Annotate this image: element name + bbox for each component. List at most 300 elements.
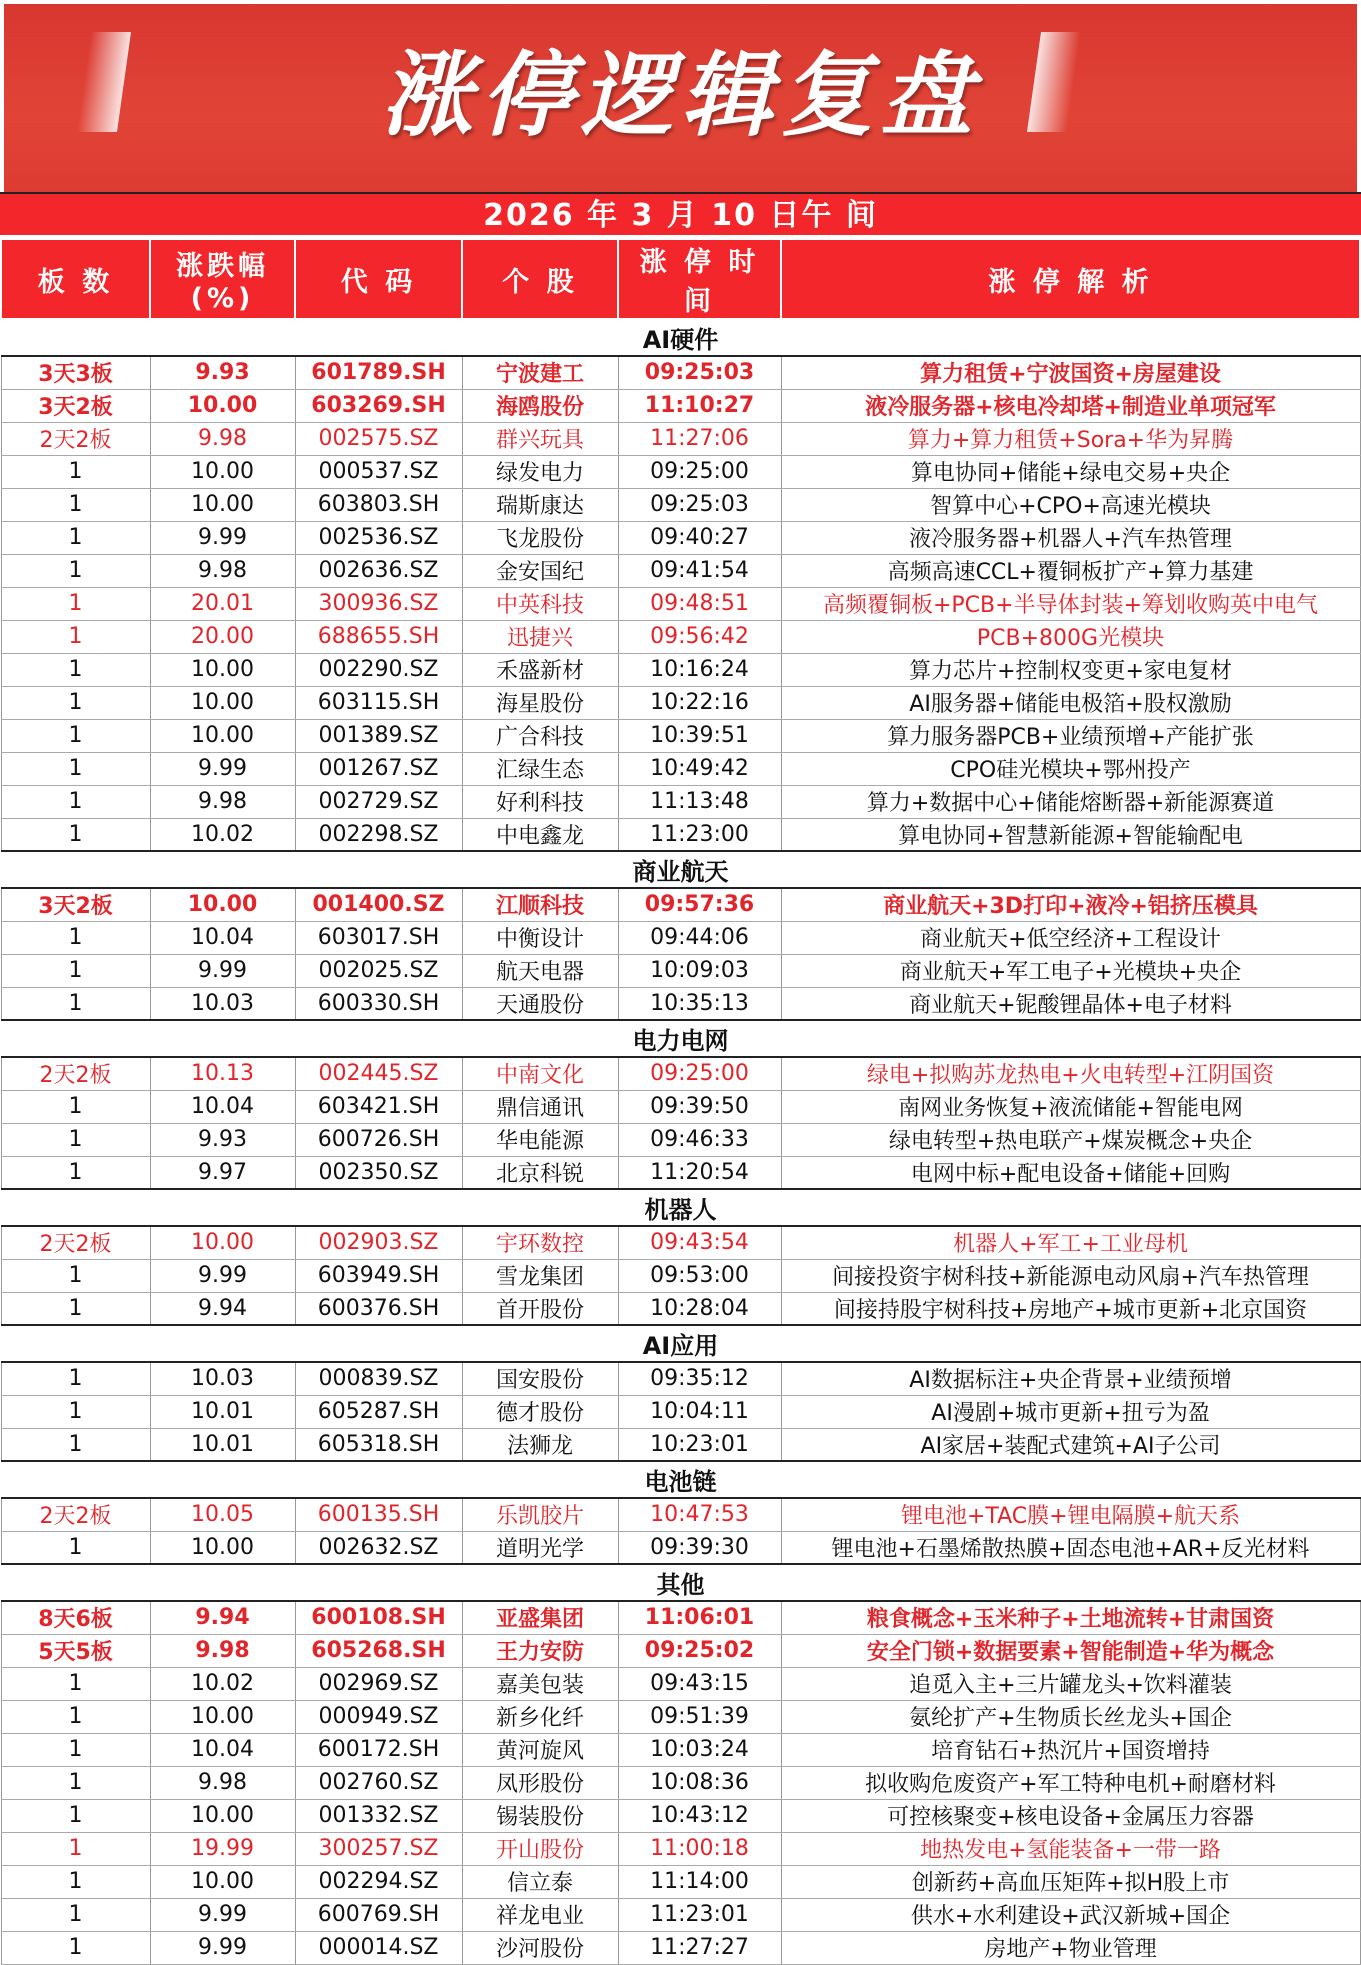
stock-name-cell: 航天电器 <box>462 954 618 987</box>
analysis-cell: 追觅入主+三片罐龙头+饮料灌装 <box>781 1667 1360 1700</box>
board-count-cell: 1 <box>1 587 150 620</box>
analysis-cell: AI漫剧+城市更新+扭亏为盈 <box>781 1395 1360 1428</box>
analysis-cell: 商业航天+3D打印+液冷+铝挤压模具 <box>781 888 1360 921</box>
stock-code-cell: 002729.SZ <box>295 785 462 818</box>
stock-name-cell: 凤形股份 <box>462 1766 618 1799</box>
board-count-cell: 1 <box>1 719 150 752</box>
board-count-cell: 1 <box>1 1531 150 1564</box>
board-count-cell: 1 <box>1 1931 150 1964</box>
board-count-cell: 1 <box>1 1259 150 1292</box>
analysis-cell: 液冷服务器+机器人+汽车热管理 <box>781 521 1360 554</box>
change-pct-cell: 10.03 <box>150 987 295 1020</box>
change-pct-cell: 10.00 <box>150 389 295 422</box>
table-row <box>1 1259 1360 1292</box>
board-count-cell: 3天2板 <box>1 389 150 422</box>
section-title: 电力电网 <box>1 1020 1360 1057</box>
change-pct-cell: 9.99 <box>150 954 295 987</box>
stock-name-cell: 江顺科技 <box>462 888 618 921</box>
stock-code-cell: 002969.SZ <box>295 1667 462 1700</box>
change-pct-cell: 10.00 <box>150 1865 295 1898</box>
stock-code-cell: 000949.SZ <box>295 1700 462 1733</box>
stock-code-cell: 002025.SZ <box>295 954 462 987</box>
board-count-cell: 1 <box>1 1292 150 1325</box>
analysis-cell: 可控核聚变+核电设备+金属压力容器 <box>781 1799 1360 1832</box>
stock-code-cell: 002298.SZ <box>295 818 462 851</box>
stock-code-cell: 603421.SH <box>295 1090 462 1123</box>
table-row <box>1 488 1360 521</box>
limit-time-cell: 09:48:51 <box>618 587 781 620</box>
change-pct-cell: 9.97 <box>150 1156 295 1189</box>
limit-time-cell: 11:27:06 <box>618 422 781 455</box>
limit-time-cell: 10:49:42 <box>618 752 781 785</box>
header-change-pct: 涨跌幅(%) <box>150 239 295 319</box>
change-pct-cell: 10.00 <box>150 686 295 719</box>
header-code: 代 码 <box>295 239 462 319</box>
change-pct-cell: 10.04 <box>150 1733 295 1766</box>
header-analysis: 涨 停 解 析 <box>781 239 1360 319</box>
limit-time-cell: 10:35:13 <box>618 987 781 1020</box>
board-count-cell: 1 <box>1 455 150 488</box>
section-row <box>1 1020 1360 1057</box>
stock-code-cell: 605318.SH <box>295 1428 462 1461</box>
table-row <box>1 1832 1360 1865</box>
limit-time-cell: 10:39:51 <box>618 719 781 752</box>
stock-name-cell: 飞龙股份 <box>462 521 618 554</box>
table-row <box>1 1733 1360 1766</box>
stock-code-cell: 000014.SZ <box>295 1931 462 1964</box>
board-count-cell: 1 <box>1 1428 150 1461</box>
analysis-cell: 高频高速CCL+覆铜板扩产+算力基建 <box>781 554 1360 587</box>
limit-time-cell: 09:44:06 <box>618 921 781 954</box>
change-pct-cell: 10.00 <box>150 1799 295 1832</box>
board-count-cell: 1 <box>1 1898 150 1931</box>
section-title: 电池链 <box>1 1461 1360 1498</box>
table-row <box>1 587 1360 620</box>
change-pct-cell: 9.99 <box>150 1898 295 1931</box>
limit-time-cell: 11:14:00 <box>618 1865 781 1898</box>
table-row <box>1 1428 1360 1461</box>
board-count-cell: 1 <box>1 921 150 954</box>
banner-title: 涨停逻辑复盘 <box>380 42 981 149</box>
table-row <box>1 1931 1360 1964</box>
change-pct-cell: 10.03 <box>150 1362 295 1395</box>
table-row <box>1 1156 1360 1189</box>
change-pct-cell: 9.98 <box>150 554 295 587</box>
board-count-cell: 1 <box>1 1123 150 1156</box>
section-row <box>1 1564 1360 1601</box>
stock-name-cell: 广合科技 <box>462 719 618 752</box>
board-count-cell: 1 <box>1 620 150 653</box>
stock-code-cell: 002632.SZ <box>295 1531 462 1564</box>
stock-name-cell: 鼎信通讯 <box>462 1090 618 1123</box>
stock-name-cell: 中衡设计 <box>462 921 618 954</box>
board-count-cell: 1 <box>1 954 150 987</box>
analysis-cell: 商业航天+低空经济+工程设计 <box>781 921 1360 954</box>
limit-time-cell: 11:20:54 <box>618 1156 781 1189</box>
analysis-cell: 地热发电+氢能装备+一带一路 <box>781 1832 1360 1865</box>
limit-time-cell: 09:46:33 <box>618 1123 781 1156</box>
analysis-cell: 高频覆铜板+PCB+半导体封装+筹划收购英中电气 <box>781 587 1360 620</box>
stock-code-cell: 603949.SH <box>295 1259 462 1292</box>
stock-name-cell: 北京科锐 <box>462 1156 618 1189</box>
board-count-cell: 1 <box>1 1156 150 1189</box>
stock-name-cell: 首开股份 <box>462 1292 618 1325</box>
change-pct-cell: 9.93 <box>150 1123 295 1156</box>
limit-time-cell: 11:13:48 <box>618 785 781 818</box>
table-row <box>1 521 1360 554</box>
board-count-cell: 1 <box>1 1766 150 1799</box>
limit-time-cell: 09:56:42 <box>618 620 781 653</box>
stock-name-cell: 天通股份 <box>462 987 618 1020</box>
limit-time-cell: 10:47:53 <box>618 1498 781 1531</box>
stock-name-cell: 绿发电力 <box>462 455 618 488</box>
section-row <box>1 1189 1360 1226</box>
board-count-cell: 1 <box>1 1733 150 1766</box>
analysis-cell: 培育钻石+热沉片+国资增持 <box>781 1733 1360 1766</box>
analysis-cell: 商业航天+铌酸锂晶体+电子材料 <box>781 987 1360 1020</box>
change-pct-cell: 20.01 <box>150 587 295 620</box>
limit-time-cell: 09:35:12 <box>618 1362 781 1395</box>
board-count-cell: 2天2板 <box>1 1057 150 1090</box>
stock-code-cell: 605287.SH <box>295 1395 462 1428</box>
table-row <box>1 1667 1360 1700</box>
stock-name-cell: 德才股份 <box>462 1395 618 1428</box>
change-pct-cell: 10.00 <box>150 653 295 686</box>
change-pct-cell: 9.94 <box>150 1601 295 1634</box>
stock-code-cell: 300936.SZ <box>295 587 462 620</box>
table-row <box>1 455 1360 488</box>
change-pct-cell: 9.99 <box>150 752 295 785</box>
section-title: 其他 <box>1 1564 1360 1601</box>
stock-name-cell: 锡装股份 <box>462 1799 618 1832</box>
stock-code-cell: 002350.SZ <box>295 1156 462 1189</box>
table-row <box>1 818 1360 851</box>
table-row <box>1 554 1360 587</box>
stock-name-cell: 中英科技 <box>462 587 618 620</box>
stock-code-cell: 600135.SH <box>295 1498 462 1531</box>
analysis-cell: 房地产+物业管理 <box>781 1931 1360 1964</box>
stock-code-cell: 300257.SZ <box>295 1832 462 1865</box>
board-count-cell: 1 <box>1 686 150 719</box>
table-row <box>1 620 1360 653</box>
limit-time-cell: 09:39:30 <box>618 1531 781 1564</box>
board-count-cell: 2天2板 <box>1 422 150 455</box>
analysis-cell: 间接投资宇树科技+新能源电动风扇+汽车热管理 <box>781 1259 1360 1292</box>
board-count-cell: 1 <box>1 785 150 818</box>
analysis-cell: 电网中标+配电设备+储能+回购 <box>781 1156 1360 1189</box>
stock-name-cell: 嘉美包装 <box>462 1667 618 1700</box>
analysis-cell: 绿电+拟购苏龙热电+火电转型+江阴国资 <box>781 1057 1360 1090</box>
table-row <box>1 1601 1360 1634</box>
analysis-cell: 拟收购危废资产+军工特种电机+耐磨材料 <box>781 1766 1360 1799</box>
stock-code-cell: 001400.SZ <box>295 888 462 921</box>
change-pct-cell: 9.98 <box>150 785 295 818</box>
stock-code-cell: 600108.SH <box>295 1601 462 1634</box>
stock-code-cell: 603017.SH <box>295 921 462 954</box>
board-count-cell: 1 <box>1 1799 150 1832</box>
stock-name-cell: 群兴玩具 <box>462 422 618 455</box>
stock-name-cell: 雪龙集团 <box>462 1259 618 1292</box>
stock-name-cell: 海鸥股份 <box>462 389 618 422</box>
analysis-cell: CPO硅光模块+鄂州投产 <box>781 752 1360 785</box>
limit-time-cell: 09:25:00 <box>618 1057 781 1090</box>
analysis-cell: 液冷服务器+核电冷却塔+制造业单项冠军 <box>781 389 1360 422</box>
change-pct-cell: 9.98 <box>150 1766 295 1799</box>
stock-code-cell: 603269.SH <box>295 389 462 422</box>
analysis-cell: 算力+数据中心+储能熔断器+新能源赛道 <box>781 785 1360 818</box>
stock-name-cell: 宁波建工 <box>462 356 618 389</box>
analysis-cell: 供水+水利建设+武汉新城+国企 <box>781 1898 1360 1931</box>
table-row <box>1 653 1360 686</box>
change-pct-cell: 9.94 <box>150 1292 295 1325</box>
analysis-cell: 算力芯片+控制权变更+家电复材 <box>781 653 1360 686</box>
stock-name-cell: 中电鑫龙 <box>462 818 618 851</box>
change-pct-cell: 9.93 <box>150 356 295 389</box>
limit-time-cell: 11:10:27 <box>618 389 781 422</box>
table-row <box>1 752 1360 785</box>
change-pct-cell: 20.00 <box>150 620 295 653</box>
analysis-cell: 算力服务器PCB+业绩预增+产能扩张 <box>781 719 1360 752</box>
analysis-cell: 南网业务恢复+液流储能+智能电网 <box>781 1090 1360 1123</box>
header-board-count: 板 数 <box>1 239 150 319</box>
limit-time-cell: 10:08:36 <box>618 1766 781 1799</box>
stock-code-cell: 600330.SH <box>295 987 462 1020</box>
header-row <box>1 239 1360 319</box>
section-title: AI硬件 <box>1 319 1360 356</box>
limit-time-cell: 10:16:24 <box>618 653 781 686</box>
limit-time-cell: 09:25:03 <box>618 488 781 521</box>
table-row <box>1 888 1360 921</box>
analysis-cell: 算力+算力租赁+Sora+华为昇腾 <box>781 422 1360 455</box>
stock-code-cell: 002294.SZ <box>295 1865 462 1898</box>
analysis-cell: 氨纶扩产+生物质长丝龙头+国企 <box>781 1700 1360 1733</box>
analysis-cell: 智算中心+CPO+高速光模块 <box>781 488 1360 521</box>
analysis-cell: 机器人+军工+工业母机 <box>781 1226 1360 1259</box>
banner <box>0 0 1361 192</box>
section-title: 机器人 <box>1 1189 1360 1226</box>
analysis-cell: AI家居+装配式建筑+AI子公司 <box>781 1428 1360 1461</box>
analysis-cell: 绿电转型+热电联产+煤炭概念+央企 <box>781 1123 1360 1156</box>
board-count-cell: 1 <box>1 521 150 554</box>
change-pct-cell: 10.04 <box>150 1090 295 1123</box>
change-pct-cell: 9.99 <box>150 521 295 554</box>
table-row <box>1 1634 1360 1667</box>
limit-time-cell: 11:06:01 <box>618 1601 781 1634</box>
table-row <box>1 1123 1360 1156</box>
stock-code-cell: 688655.SH <box>295 620 462 653</box>
section-row <box>1 319 1360 356</box>
stock-name-cell: 禾盛新材 <box>462 653 618 686</box>
stock-name-cell: 开山股份 <box>462 1832 618 1865</box>
table-row <box>1 1700 1360 1733</box>
change-pct-cell: 19.99 <box>150 1832 295 1865</box>
table-row <box>1 1090 1360 1123</box>
stock-name-cell: 中南文化 <box>462 1057 618 1090</box>
limit-time-cell: 11:00:18 <box>618 1832 781 1865</box>
section-title: 商业航天 <box>1 851 1360 888</box>
limit-time-cell: 09:41:54 <box>618 554 781 587</box>
analysis-cell: 算电协同+智慧新能源+智能输配电 <box>781 818 1360 851</box>
date-bar: 2026 年 3 月 10 日午 间 <box>0 192 1361 238</box>
change-pct-cell: 10.00 <box>150 1531 295 1564</box>
limit-time-cell: 09:57:36 <box>618 888 781 921</box>
stock-name-cell: 法狮龙 <box>462 1428 618 1461</box>
change-pct-cell: 9.98 <box>150 1634 295 1667</box>
stock-name-cell: 瑞斯康达 <box>462 488 618 521</box>
board-count-cell: 1 <box>1 818 150 851</box>
stock-name-cell: 祥龙电业 <box>462 1898 618 1931</box>
stock-name-cell: 信立泰 <box>462 1865 618 1898</box>
stock-code-cell: 000839.SZ <box>295 1362 462 1395</box>
analysis-cell: 锂电池+TAC膜+锂电隔膜+航天系 <box>781 1498 1360 1531</box>
table-row <box>1 1766 1360 1799</box>
stock-name-cell: 华电能源 <box>462 1123 618 1156</box>
stock-name-cell: 新乡化纤 <box>462 1700 618 1733</box>
change-pct-cell: 10.00 <box>150 1700 295 1733</box>
board-count-cell: 1 <box>1 1395 150 1428</box>
table-row <box>1 1226 1360 1259</box>
table-row <box>1 1865 1360 1898</box>
limit-time-cell: 09:53:00 <box>618 1259 781 1292</box>
stock-code-cell: 600726.SH <box>295 1123 462 1156</box>
stock-code-cell: 001267.SZ <box>295 752 462 785</box>
section-row <box>1 1325 1360 1362</box>
board-count-cell: 1 <box>1 554 150 587</box>
board-count-cell: 1 <box>1 752 150 785</box>
limit-time-cell: 11:27:27 <box>618 1931 781 1964</box>
header-limit-time: 涨 停 时 间 <box>618 239 781 319</box>
change-pct-cell: 10.13 <box>150 1057 295 1090</box>
table-row <box>1 1395 1360 1428</box>
table-row <box>1 954 1360 987</box>
stock-code-cell: 600769.SH <box>295 1898 462 1931</box>
change-pct-cell: 10.02 <box>150 1667 295 1700</box>
analysis-cell: 创新药+高血压矩阵+拟H股上市 <box>781 1865 1360 1898</box>
stock-code-cell: 600376.SH <box>295 1292 462 1325</box>
change-pct-cell: 10.00 <box>150 719 295 752</box>
table-row <box>1 389 1360 422</box>
section-row <box>1 851 1360 888</box>
change-pct-cell: 10.00 <box>150 888 295 921</box>
board-count-cell: 1 <box>1 653 150 686</box>
analysis-cell: 粮食概念+玉米种子+土地流转+甘肃国资 <box>781 1601 1360 1634</box>
stock-name-cell: 乐凯胶片 <box>462 1498 618 1531</box>
limit-time-cell: 10:28:04 <box>618 1292 781 1325</box>
table-row <box>1 1292 1360 1325</box>
change-pct-cell: 9.98 <box>150 422 295 455</box>
board-count-cell: 2天2板 <box>1 1498 150 1531</box>
stock-code-cell: 600172.SH <box>295 1733 462 1766</box>
board-count-cell: 1 <box>1 1865 150 1898</box>
table-row <box>1 719 1360 752</box>
stock-code-cell: 002636.SZ <box>295 554 462 587</box>
change-pct-cell: 10.00 <box>150 488 295 521</box>
change-pct-cell: 10.04 <box>150 921 295 954</box>
board-count-cell: 1 <box>1 488 150 521</box>
limit-time-cell: 10:23:01 <box>618 1428 781 1461</box>
table-row <box>1 1898 1360 1931</box>
stock-code-cell: 002536.SZ <box>295 521 462 554</box>
limit-time-cell: 10:09:03 <box>618 954 781 987</box>
stock-name-cell: 道明光学 <box>462 1531 618 1564</box>
stock-name-cell: 汇绿生态 <box>462 752 618 785</box>
table-row <box>1 987 1360 1020</box>
stock-name-cell: 国安股份 <box>462 1362 618 1395</box>
change-pct-cell: 10.00 <box>150 455 295 488</box>
board-count-cell: 1 <box>1 1832 150 1865</box>
stock-name-cell: 好利科技 <box>462 785 618 818</box>
section-row <box>1 1461 1360 1498</box>
table-row <box>1 1799 1360 1832</box>
change-pct-cell: 10.00 <box>150 1226 295 1259</box>
limit-time-cell: 09:25:03 <box>618 356 781 389</box>
limit-time-cell: 09:43:15 <box>618 1667 781 1700</box>
limit-time-cell: 10:43:12 <box>618 1799 781 1832</box>
limit-up-table <box>0 238 1361 1965</box>
table-row <box>1 422 1360 455</box>
table-row <box>1 356 1360 389</box>
stock-code-cell: 603115.SH <box>295 686 462 719</box>
section-title: AI应用 <box>1 1325 1360 1362</box>
limit-time-cell: 09:39:50 <box>618 1090 781 1123</box>
analysis-cell: AI数据标注+央企背景+业绩预增 <box>781 1362 1360 1395</box>
table-row <box>1 785 1360 818</box>
limit-time-cell: 09:40:27 <box>618 521 781 554</box>
stock-name-cell: 金安国纪 <box>462 554 618 587</box>
table-row <box>1 1362 1360 1395</box>
limit-time-cell: 10:03:24 <box>618 1733 781 1766</box>
board-count-cell: 5天5板 <box>1 1634 150 1667</box>
limit-time-cell: 11:23:01 <box>618 1898 781 1931</box>
change-pct-cell: 10.02 <box>150 818 295 851</box>
stock-code-cell: 000537.SZ <box>295 455 462 488</box>
stock-name-cell: 宇环数控 <box>462 1226 618 1259</box>
stock-code-cell: 002760.SZ <box>295 1766 462 1799</box>
change-pct-cell: 9.99 <box>150 1259 295 1292</box>
change-pct-cell: 10.01 <box>150 1395 295 1428</box>
board-count-cell: 1 <box>1 1700 150 1733</box>
analysis-cell: 算电协同+储能+绿电交易+央企 <box>781 455 1360 488</box>
analysis-cell: AI服务器+储能电极箔+股权激励 <box>781 686 1360 719</box>
stock-name-cell: 亚盛集团 <box>462 1601 618 1634</box>
change-pct-cell: 10.01 <box>150 1428 295 1461</box>
limit-time-cell: 09:51:39 <box>618 1700 781 1733</box>
stock-name-cell: 王力安防 <box>462 1634 618 1667</box>
stock-code-cell: 002290.SZ <box>295 653 462 686</box>
board-count-cell: 2天2板 <box>1 1226 150 1259</box>
stock-code-cell: 603803.SH <box>295 488 462 521</box>
change-pct-cell: 9.99 <box>150 1931 295 1964</box>
analysis-cell: 锂电池+石墨烯散热膜+固态电池+AR+反光材料 <box>781 1531 1360 1564</box>
header-stock: 个 股 <box>462 239 618 319</box>
stock-code-cell: 001389.SZ <box>295 719 462 752</box>
stock-name-cell: 黄河旋风 <box>462 1733 618 1766</box>
table-row <box>1 686 1360 719</box>
stock-name-cell: 海星股份 <box>462 686 618 719</box>
stock-name-cell: 沙河股份 <box>462 1931 618 1964</box>
analysis-cell: PCB+800G光模块 <box>781 620 1360 653</box>
stock-name-cell: 迅捷兴 <box>462 620 618 653</box>
limit-time-cell: 10:22:16 <box>618 686 781 719</box>
table-row <box>1 1531 1360 1564</box>
board-count-cell: 1 <box>1 1667 150 1700</box>
limit-time-cell: 11:23:00 <box>618 818 781 851</box>
analysis-cell: 算力租赁+宁波国资+房屋建设 <box>781 356 1360 389</box>
stock-code-cell: 605268.SH <box>295 1634 462 1667</box>
analysis-cell: 商业航天+军工电子+光模块+央企 <box>781 954 1360 987</box>
board-count-cell: 3天2板 <box>1 888 150 921</box>
table-row <box>1 921 1360 954</box>
